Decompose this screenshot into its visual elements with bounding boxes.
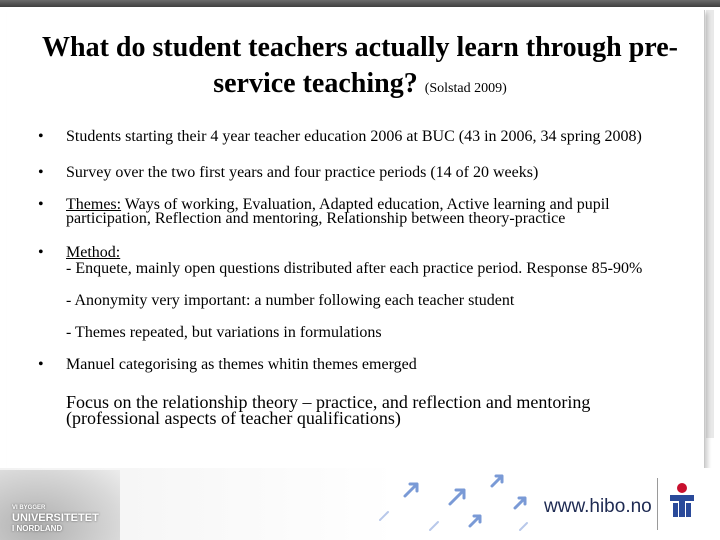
bullet-label: Method: (66, 244, 121, 261)
bullet-item (38, 166, 656, 180)
bullet-item (38, 130, 656, 144)
bullet-glyph: • (38, 196, 44, 213)
website-link[interactable]: www.hibo.no (544, 496, 652, 517)
university-logo-text (12, 505, 99, 533)
university-logo-line2: UNIVERSITETET (12, 512, 99, 524)
bullet-glyph: • (38, 164, 44, 181)
bullet-text: Ways of working, Evaluation, Adapted education, Active learning and pupil participation, Reflection and mentoring, Relationship between theory-practice (66, 196, 610, 227)
footer-divider (657, 478, 658, 530)
frame-edge (706, 10, 714, 438)
slide-title-citation: (Solstad 2009) (424, 81, 507, 96)
hibo-logo (662, 476, 702, 536)
method-line: - Anonymity very important: a number following each teacher student (66, 292, 515, 309)
university-logo-line1: VI BYGGER (12, 505, 46, 511)
bullet-item (38, 246, 656, 340)
university-logo-line3: I NORDLAND (12, 524, 63, 533)
bullet-item (38, 198, 656, 226)
bullet-list (38, 130, 656, 426)
bullet-text: Manuel categorising as themes whitin themes emerged (66, 356, 417, 373)
bullet-label: Themes: (66, 196, 122, 213)
bullet-glyph: • (38, 244, 44, 261)
method-line: - Themes repeated, but variations in formulations (66, 324, 382, 341)
focus-text: Focus on the relationship theory – practice, and reflection and mentoring (professional aspects of teacher qualifications) (66, 392, 591, 428)
bullet-item (38, 358, 656, 372)
top-bar (0, 0, 720, 7)
slide-title-main: What do student teachers actually learn through pre-service teaching? (42, 32, 678, 99)
bullet-glyph: • (38, 356, 44, 373)
slide-title (20, 30, 700, 107)
bullet-glyph: • (38, 128, 44, 145)
bullet-text: Students starting their 4 year teacher education 2006 at BUC (43 in 2006, 34 spring 2008) (66, 128, 642, 145)
method-line: - Enquete, mainly open questions distributed after each practice period. Response 85-90% (66, 260, 643, 277)
bullet-text: Survey over the two first years and four practice periods (14 of 20 weeks) (66, 164, 539, 181)
